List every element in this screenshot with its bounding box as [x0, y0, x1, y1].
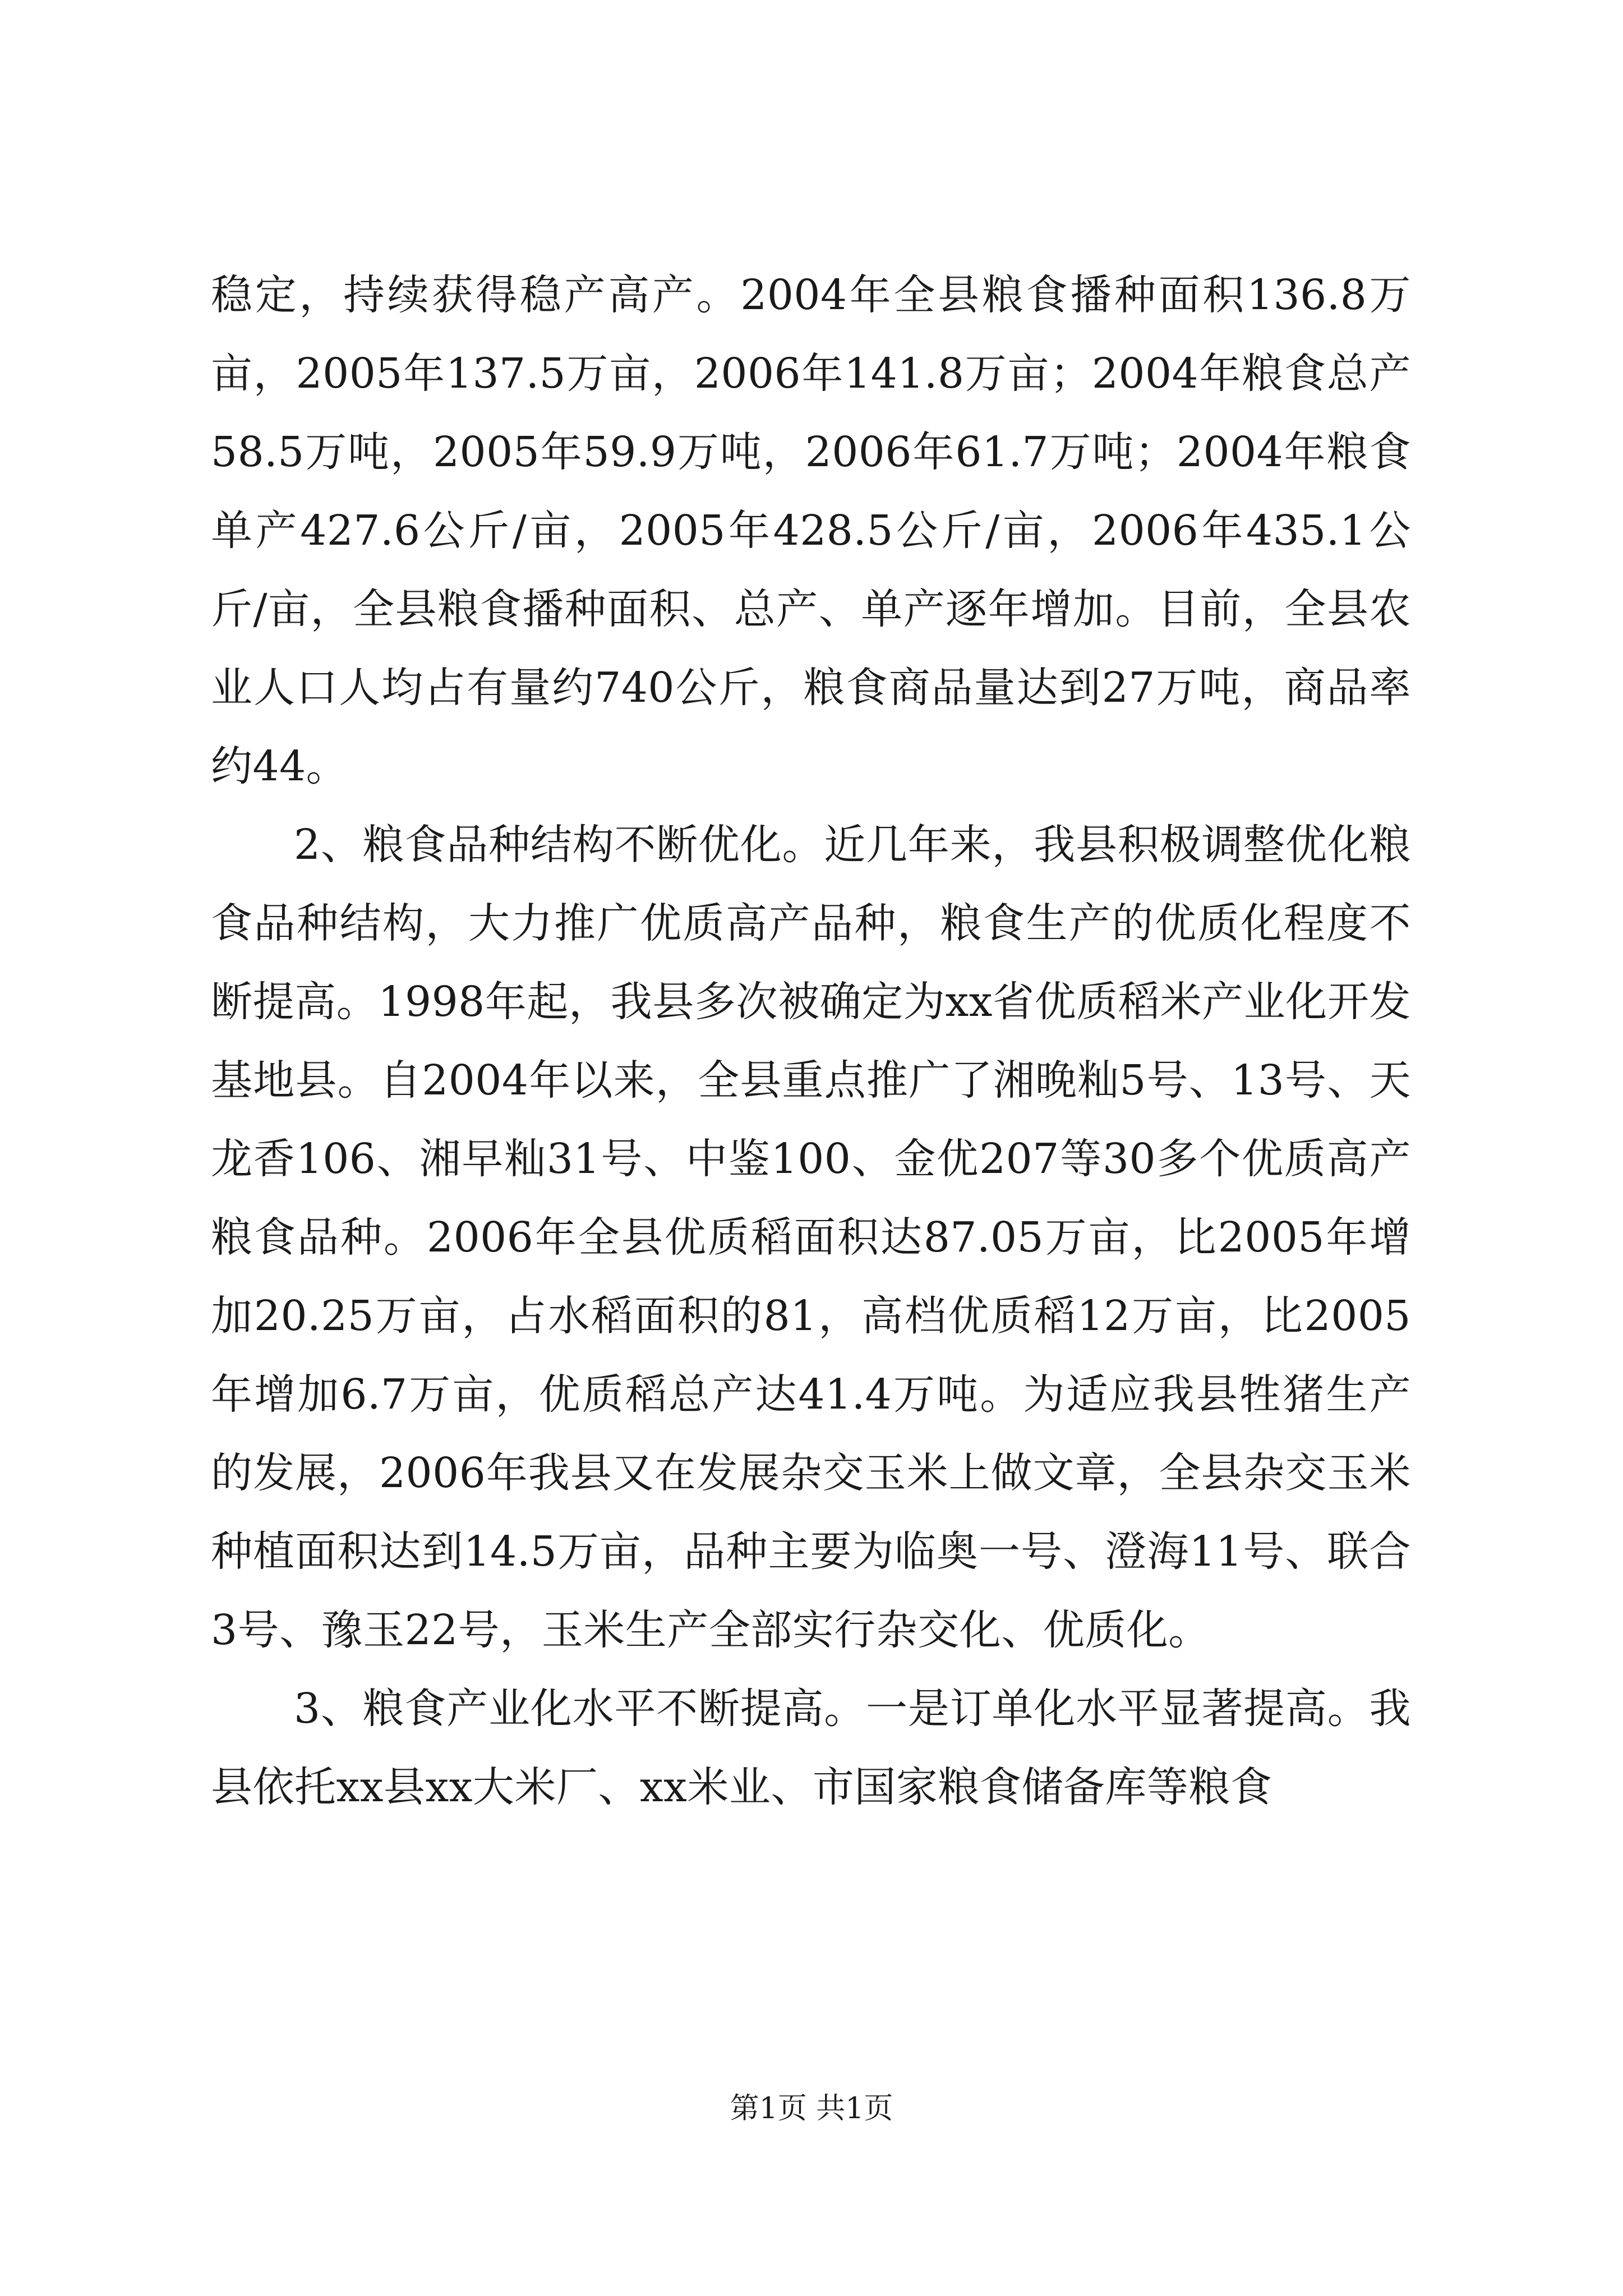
page-number-footer: 第1页 共1页: [730, 2092, 893, 2125]
paragraph-1: 稳定，持续获得稳产高产。2004年全县粮食播种面积136.8万亩，2005年137.5万亩，2006年141.8万亩；2004年粮食总产58.5万吨，2005年59.9万吨，2006年61.7万吨；2004年粮食单产427.6公斤/亩，2005年428.5公斤/亩，2006年435.1公斤/亩，全县粮食播种面积、总产、单产逐年增加。目前，全县农业人口人均占有量约740公斤，粮食商品量达到27万吨，商品率约44。: [211, 271, 1411, 790]
document-body: [211, 256, 1411, 1826]
paragraph-2: 2、粮食品种结构不断优化。近几年来，我县积极调整优化粮食品种结构，大力推广优质高产品种，粮食生产的优质化程度不断提高。1998年起，我县多次被确定为xx省优质稻米产业化开发基地县。自2004年以来，全县重点推广了湘晚籼5号、13号、天龙香106、湘早籼31号、中鉴100、金优207等30多个优质高产粮食品种。2006年全县优质稻面积达87.05万亩，比2005年增加20.25万亩，占水稻面积的81，高档优质稻12万亩，比2005年增加6.7万亩，优质稻总产达41.4万吨。为适应我县牲猪生产的发展，2006年我县又在发展杂交玉米上做文章，全县杂交玉米种植面积达到14.5万亩，品种主要为临奥一号、澄海11号、联合3号、豫玉22号，玉米生产全部实行杂交化、优质化。: [211, 821, 1411, 1654]
paragraph-3: 3、粮食产业化水平不断提高。一是订单化水平显著提高。我县依托xx县xx大米厂、xx米业、市国家粮食储备库等粮食: [211, 1685, 1411, 1811]
